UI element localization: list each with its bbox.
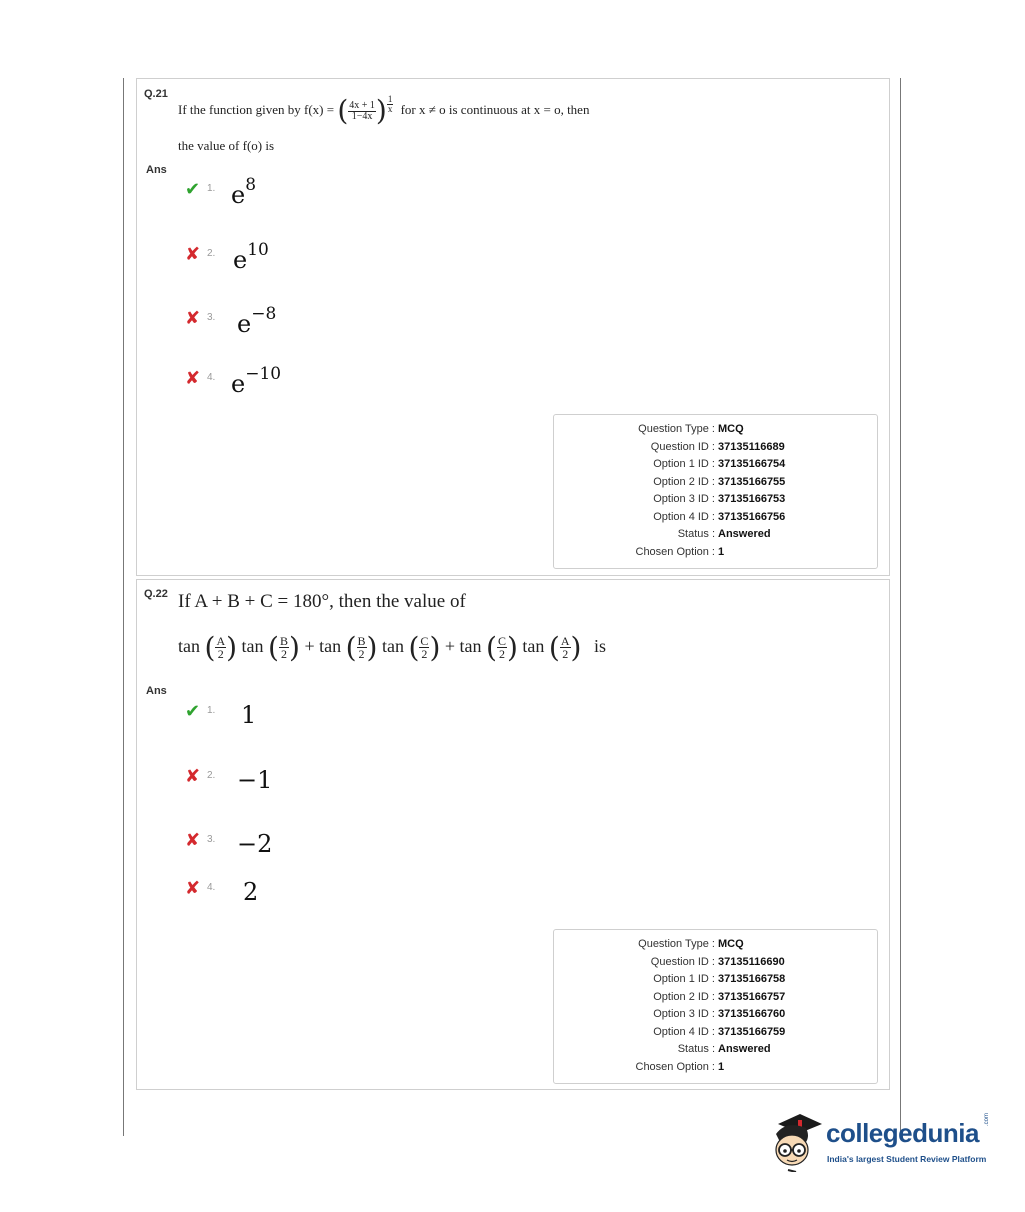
cross-icon: ✘ — [185, 308, 201, 329]
meta-key: Option 1 ID : — [653, 458, 715, 470]
meta-row — [554, 458, 879, 475]
meta-row — [554, 476, 879, 493]
ans-label: Ans — [146, 164, 167, 176]
option-base: e — [237, 310, 252, 338]
tan-text: tan — [522, 636, 545, 656]
option-number: 4. — [207, 882, 216, 893]
meta-row — [554, 938, 879, 955]
question-text-prefix: If the function given by f(x) = — [178, 102, 335, 117]
ans-label: Ans — [146, 685, 167, 697]
fraction-numerator: C — [497, 634, 506, 649]
meta-value: 37135166756 — [718, 511, 786, 523]
option-value — [233, 240, 269, 274]
question-number: Q.21 — [144, 88, 168, 100]
option-value: −1 — [237, 766, 273, 794]
meta-row — [554, 973, 879, 990]
option-value — [237, 304, 277, 338]
meta-value: 1 — [718, 1061, 725, 1073]
is-text: is — [593, 636, 606, 656]
meta-value: Answered — [718, 1043, 771, 1055]
cross-icon: ✘ — [185, 766, 201, 787]
left-paren: ( — [345, 630, 357, 664]
meta-key: Option 2 ID : — [653, 476, 715, 488]
meta-key: Question ID : — [650, 956, 715, 968]
fraction — [357, 635, 367, 660]
question-meta-22 — [553, 929, 878, 1084]
page-frame-right — [900, 78, 901, 1136]
meta-row — [554, 1008, 879, 1025]
fraction-numerator: B — [279, 634, 288, 649]
fraction-numerator: C — [420, 634, 429, 649]
option-number: 3. — [207, 312, 216, 323]
meta-value: 37135166759 — [718, 1026, 786, 1038]
right-paren: ) — [289, 630, 300, 664]
fraction-numerator: B — [357, 634, 366, 649]
meta-key: Chosen Option : — [635, 1061, 715, 1073]
question-text-line2: the value of f(o) is — [178, 138, 275, 153]
meta-value: Answered — [718, 528, 771, 540]
question-expression — [178, 626, 606, 666]
option-base: e — [231, 181, 246, 209]
plus-sign: + — [444, 636, 456, 656]
meta-key: Question Type : — [638, 938, 715, 950]
meta-value: 37135166754 — [718, 458, 786, 470]
question-text-suffix: for x ≠ o is continuous at x = o, then — [400, 102, 590, 117]
tan-text: tan — [319, 636, 342, 656]
fraction-denominator: 2 — [280, 647, 287, 662]
meta-row — [554, 956, 879, 973]
fraction-numerator: A — [560, 634, 570, 649]
meta-value: MCQ — [718, 423, 744, 435]
option-base: e — [233, 246, 248, 274]
meta-value: 37135116689 — [718, 441, 785, 453]
cross-icon: ✘ — [185, 878, 201, 899]
meta-key: Option 3 ID : — [653, 1008, 715, 1020]
question-text — [178, 93, 589, 127]
tan-text: tan — [178, 636, 200, 656]
meta-key: Option 4 ID : — [653, 1026, 715, 1038]
meta-row — [554, 546, 879, 563]
left-paren: ( — [548, 630, 560, 664]
right-paren: ) — [375, 94, 387, 128]
logo-tagline: India's largest Student Review Platform — [827, 1154, 987, 1164]
meta-value: 37135166760 — [718, 1008, 786, 1020]
meta-value: MCQ — [718, 938, 744, 950]
logo-wordmark: collegedunia — [826, 1118, 979, 1148]
exponent-numerator: 1 — [387, 94, 393, 104]
left-paren: ( — [486, 630, 497, 664]
option-value: 2 — [243, 878, 259, 906]
plus-sign: + — [304, 636, 315, 656]
option-number: 1. — [207, 705, 216, 716]
option-number: 3. — [207, 834, 216, 845]
meta-value: 37135166757 — [718, 991, 786, 1003]
fraction-numerator: 4x + 1 — [349, 99, 375, 111]
option-exponent: −8 — [251, 304, 277, 324]
meta-key: Option 3 ID : — [653, 493, 715, 505]
fraction — [497, 635, 507, 660]
option-number: 4. — [207, 372, 216, 383]
question-number: Q.22 — [144, 588, 168, 600]
check-icon: ✔ — [185, 701, 201, 722]
fraction-denominator: 2 — [421, 647, 428, 662]
meta-key: Question ID : — [650, 441, 715, 453]
option-value — [231, 175, 257, 209]
option-value — [231, 364, 282, 398]
fraction-denominator: 1−4x — [351, 110, 373, 122]
option-number: 2. — [207, 770, 216, 781]
option-number: 2. — [207, 248, 216, 259]
meta-key: Question Type : — [638, 423, 715, 435]
meta-row — [554, 423, 879, 440]
option-base: e — [231, 370, 246, 398]
meta-row — [554, 441, 879, 458]
option-value: −2 — [237, 830, 273, 858]
meta-key: Status : — [677, 1043, 715, 1055]
tan-text: tan — [459, 636, 482, 656]
meta-key: Chosen Option : — [635, 546, 715, 558]
left-paren: ( — [337, 94, 349, 128]
exponent-fraction — [387, 95, 394, 114]
meta-value: 37135166753 — [718, 493, 786, 505]
fraction — [279, 635, 289, 660]
cross-icon: ✘ — [185, 368, 201, 389]
meta-row — [554, 511, 879, 528]
meta-key: Option 2 ID : — [653, 991, 715, 1003]
left-paren: ( — [204, 630, 216, 664]
meta-row — [554, 1061, 879, 1078]
cross-icon: ✘ — [185, 830, 201, 851]
right-paren: ) — [506, 630, 518, 664]
right-paren: ) — [366, 630, 378, 664]
fraction — [560, 635, 571, 660]
meta-row — [554, 1026, 879, 1043]
option-exponent: 10 — [247, 240, 269, 260]
page-frame-left — [123, 78, 124, 1136]
meta-row — [554, 1043, 879, 1060]
meta-value: 37135166755 — [718, 476, 786, 488]
collegedunia-logo[interactable] — [766, 1106, 996, 1172]
check-icon: ✔ — [185, 179, 201, 200]
fraction-numerator: A — [216, 634, 226, 649]
option-value: 1 — [241, 701, 257, 729]
meta-key: Status : — [677, 528, 715, 540]
question-meta-21 — [553, 414, 878, 569]
meta-value: 1 — [718, 546, 725, 558]
meta-value: 37135116690 — [718, 956, 785, 968]
right-paren: ) — [226, 630, 238, 664]
meta-row — [554, 528, 879, 545]
meta-value: 37135166758 — [718, 973, 786, 985]
fraction — [215, 635, 226, 660]
exponent-denominator: x — [387, 104, 393, 114]
fraction-denominator: 2 — [358, 647, 365, 662]
fraction — [348, 101, 376, 122]
meta-row — [554, 991, 879, 1008]
left-paren: ( — [268, 630, 279, 664]
meta-key: Option 4 ID : — [653, 511, 715, 523]
fraction-denominator: 2 — [217, 647, 224, 662]
meta-key: Option 1 ID : — [653, 973, 715, 985]
fraction — [419, 635, 429, 660]
question-text: If A + B + C = 180°, then the value of — [178, 591, 466, 612]
fraction-denominator: 2 — [498, 647, 505, 662]
tan-text: tan — [241, 636, 264, 656]
tan-text: tan — [381, 636, 404, 656]
meta-row — [554, 493, 879, 510]
logo-suffix: .com — [984, 1112, 990, 1126]
fraction-denominator: 2 — [562, 647, 569, 662]
option-exponent: 8 — [245, 175, 257, 195]
right-paren: ) — [570, 630, 582, 664]
mascot-icon — [766, 1106, 826, 1172]
option-number: 1. — [207, 183, 216, 194]
left-paren: ( — [408, 630, 420, 664]
cross-icon: ✘ — [185, 244, 201, 265]
right-paren: ) — [429, 630, 441, 664]
option-exponent: −10 — [245, 364, 282, 384]
